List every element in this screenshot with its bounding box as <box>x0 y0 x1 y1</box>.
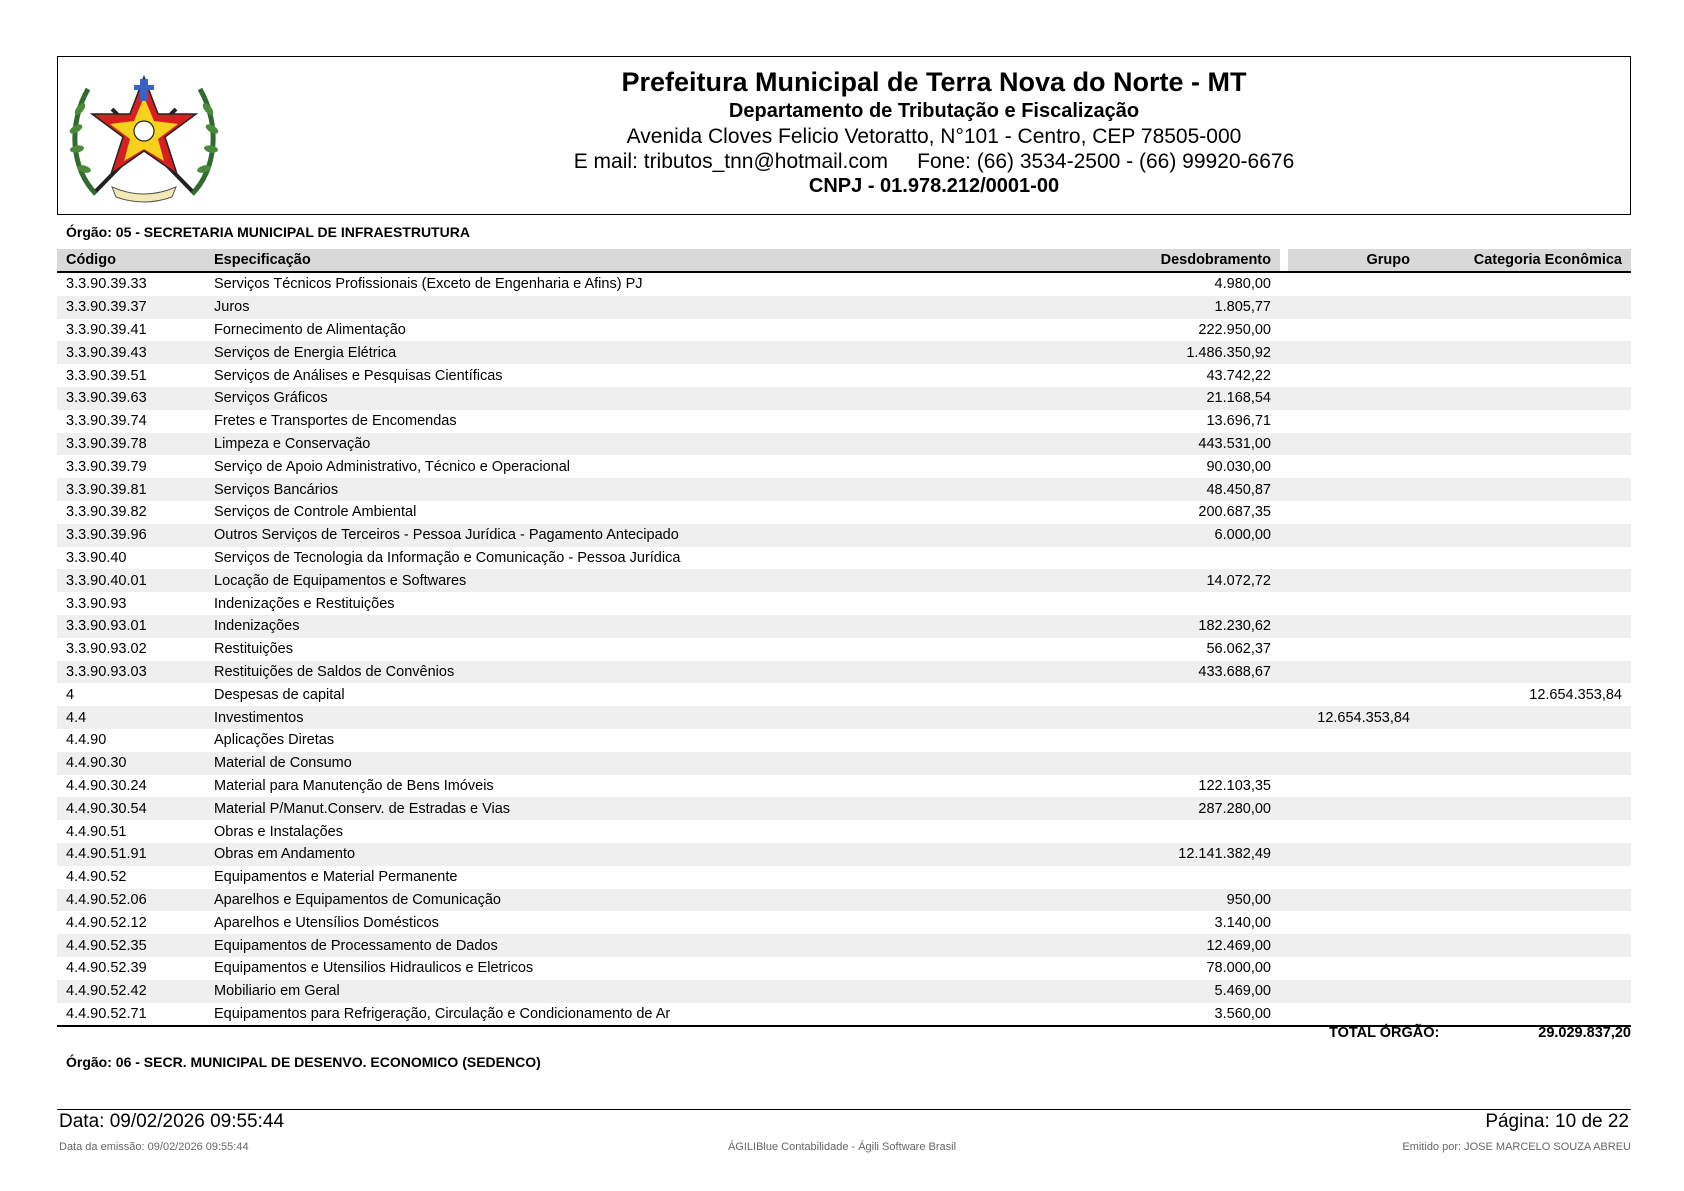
cell-codigo: 3.3.90.93.02 <box>66 641 147 658</box>
table-row <box>57 889 1631 912</box>
table-row <box>57 433 1631 456</box>
cell-codigo: 4.4.90.52 <box>66 869 127 886</box>
cell-spacer <box>1280 889 1288 912</box>
cell-categoria <box>1419 296 1631 319</box>
cell-categoria <box>1419 729 1631 752</box>
cell-desdobramento: 21.168,54 <box>1088 387 1280 410</box>
cell-especificacao: Obras e Instalações <box>214 823 343 840</box>
cell-codigo: 4.4.90.52.71 <box>57 1003 205 1027</box>
cell-spacer <box>1280 911 1288 934</box>
table-row <box>57 478 1631 501</box>
cell-especificacao: Serviços Técnicos Profissionais (Exceto de Engenharia e Afins) PJ <box>214 276 643 293</box>
cell-especificacao: Aparelhos e Equipamentos de Comunicação <box>205 889 1088 912</box>
cell-desdobramento <box>1088 706 1280 729</box>
table-row <box>57 296 1631 319</box>
cell-spacer <box>1280 524 1288 547</box>
cell-grupo <box>1288 272 1419 296</box>
table-row <box>57 341 1631 364</box>
cell-spacer <box>1280 980 1288 1003</box>
cell-especificacao: Equipamentos de Processamento de Dados <box>205 934 1088 957</box>
cell-codigo: 3.3.90.39.82 <box>66 504 147 521</box>
table-row <box>57 797 1631 820</box>
footer-issued-by: Emitido por: JOSE MARCELO SOUZA ABREU <box>1402 1141 1631 1153</box>
column-header-grupo: Grupo <box>1288 249 1419 272</box>
cnpj-line: CNPJ - 01.978.212/0001-00 <box>808 175 1060 197</box>
cell-codigo: 3.3.90.39.43 <box>57 341 205 364</box>
cell-grupo <box>1288 592 1419 615</box>
cell-especificacao: Despesas de capital <box>214 686 345 703</box>
cell-grupo <box>1288 934 1419 957</box>
cell-categoria <box>1419 433 1631 456</box>
cell-desdobramento <box>1088 729 1280 752</box>
cell-codigo: 4.4.90 <box>66 732 107 749</box>
cell-categoria <box>1419 1003 1631 1027</box>
cell-grupo <box>1288 410 1419 433</box>
cell-codigo: 4.4.90.52.06 <box>57 889 205 912</box>
cell-codigo: 4.4.90.52.42 <box>57 980 205 1003</box>
cell-codigo: 3.3.90.39.74 <box>66 413 147 430</box>
cell-spacer <box>1280 729 1288 752</box>
cell-categoria <box>1419 319 1631 342</box>
footer-emission-date: Data da emissão: 09/02/2026 09:55:44 <box>59 1141 249 1153</box>
cell-especificacao: Indenizações <box>205 615 1088 638</box>
cell-grupo <box>1288 319 1419 342</box>
cell-desdobramento: 443.531,00 <box>1088 433 1280 456</box>
cell-especificacao: Equipamentos e Material Permanente <box>214 869 458 886</box>
cell-grupo <box>1288 729 1419 752</box>
cell-codigo: 3.3.90.39.96 <box>57 524 205 547</box>
report-header <box>57 56 1631 215</box>
table-row <box>57 501 1631 524</box>
cell-spacer <box>1280 410 1288 433</box>
cell-especificacao: Aparelhos e Utensílios Domésticos <box>214 914 439 931</box>
cell-codigo: 3.3.90.39.63 <box>57 387 205 410</box>
cell-spacer <box>1280 272 1288 296</box>
cell-desdobramento: 3.140,00 <box>1214 914 1271 931</box>
cell-grupo <box>1288 547 1419 570</box>
footer-page-number: Página: 10 de 22 <box>1485 1111 1629 1132</box>
municipality-title: Prefeitura Municipal de Terra Nova do Norte - MT <box>621 67 1247 97</box>
cell-especificacao: Material P/Manut.Conserv. de Estradas e Vias <box>205 797 1088 820</box>
cell-spacer <box>1280 296 1288 319</box>
cell-categoria <box>1419 661 1631 684</box>
cell-especificacao: Material para Manutenção de Bens Imóveis <box>214 777 494 794</box>
cell-grupo <box>1288 752 1419 775</box>
table-row <box>57 683 1631 706</box>
cell-especificacao: Obras em Andamento <box>205 843 1088 866</box>
cell-codigo: 4.4.90.30 <box>57 752 205 775</box>
cell-categoria <box>1419 547 1631 570</box>
cell-grupo <box>1288 341 1419 364</box>
cell-spacer <box>1280 934 1288 957</box>
table-row <box>57 661 1631 684</box>
table-row <box>57 410 1631 433</box>
table-row <box>57 843 1631 866</box>
cell-codigo: 3.3.90.93.01 <box>57 615 205 638</box>
table-row <box>57 1003 1631 1027</box>
cell-especificacao: Restituições de Saldos de Convênios <box>205 661 1088 684</box>
cell-spacer <box>1280 341 1288 364</box>
cell-grupo <box>1288 866 1419 889</box>
total-orgao-label: TOTAL ÓRGÃO: <box>1329 1025 1440 1041</box>
cell-codigo: 3.3.90.39.51 <box>66 367 147 384</box>
cell-grupo <box>1288 501 1419 524</box>
cell-codigo: 3.3.90.39.79 <box>66 458 147 475</box>
table-header-row <box>57 249 1631 272</box>
table-row <box>57 752 1631 775</box>
header-text-block <box>238 65 1630 199</box>
table-row <box>57 364 1631 387</box>
cell-codigo: 3.3.90.93.03 <box>57 661 205 684</box>
cell-especificacao: Aplicações Diretas <box>214 732 335 749</box>
cell-desdobramento: 1.486.350,92 <box>1088 341 1280 364</box>
cell-codigo: 4.4.90.52.39 <box>66 960 147 977</box>
cell-categoria <box>1419 364 1631 387</box>
cell-especificacao: Equipamentos para Refrigeração, Circulação e Condicionamento de Ar <box>205 1003 1088 1027</box>
cell-desdobramento: 3.560,00 <box>1088 1003 1280 1027</box>
cell-grupo <box>1288 433 1419 456</box>
cell-grupo <box>1288 911 1419 934</box>
column-header-especificacao: Especificação <box>205 249 1088 272</box>
cell-categoria <box>1419 272 1631 296</box>
department-name: Departamento de Tributação e Fiscalização <box>728 100 1140 122</box>
cell-grupo: 12.654.353,84 <box>1288 706 1419 729</box>
cell-grupo <box>1288 569 1419 592</box>
table-row <box>57 820 1631 843</box>
cell-desdobramento <box>1088 752 1280 775</box>
cell-categoria <box>1419 957 1631 980</box>
cell-desdobramento: 43.742,22 <box>1206 367 1271 384</box>
cell-codigo: 4.4.90.30.24 <box>66 777 147 794</box>
cell-especificacao: Juros <box>205 296 1088 319</box>
table-row <box>57 638 1631 661</box>
cell-codigo: 4.4.90.51 <box>66 823 127 840</box>
cell-desdobramento: 6.000,00 <box>1088 524 1280 547</box>
total-orgao-value: 29.029.837,20 <box>1538 1025 1631 1041</box>
cell-desdobramento <box>1088 683 1280 706</box>
table-row <box>57 615 1631 638</box>
cell-desdobramento <box>1088 820 1280 843</box>
orgao-heading: Órgão: 05 - SECRETARIA MUNICIPAL DE INFRAESTRUTURA <box>66 224 470 240</box>
cell-especificacao: Equipamentos e Utensilios Hidraulicos e Eletricos <box>214 960 534 977</box>
cell-categoria <box>1419 706 1631 729</box>
cell-spacer <box>1280 706 1288 729</box>
cell-especificacao: Fretes e Transportes de Encomendas <box>214 413 457 430</box>
cell-desdobramento: 56.062,37 <box>1206 641 1271 658</box>
cell-especificacao: Serviços Bancários <box>205 478 1088 501</box>
table-row <box>57 911 1631 934</box>
cell-codigo: 3.3.90.40.01 <box>57 569 205 592</box>
cell-grupo <box>1288 820 1419 843</box>
table-row <box>57 569 1631 592</box>
table-row <box>57 729 1631 752</box>
table-row <box>57 866 1631 889</box>
footer-software: ÁGILIBlue Contabilidade - Ágili Software Brasil <box>727 1141 957 1153</box>
cell-grupo <box>1288 797 1419 820</box>
cell-categoria <box>1419 478 1631 501</box>
cell-spacer <box>1280 319 1288 342</box>
cell-grupo <box>1288 683 1419 706</box>
cell-desdobramento: 12.141.382,49 <box>1088 843 1280 866</box>
cell-spacer <box>1280 775 1288 798</box>
table-body <box>57 272 1631 1026</box>
cell-grupo <box>1288 980 1419 1003</box>
cell-spacer <box>1280 820 1288 843</box>
cell-spacer <box>1280 501 1288 524</box>
cell-desdobramento: 12.469,00 <box>1088 934 1280 957</box>
cell-spacer <box>1280 433 1288 456</box>
cell-spacer <box>1280 364 1288 387</box>
cell-categoria <box>1419 797 1631 820</box>
cell-grupo <box>1288 889 1419 912</box>
table-row <box>57 524 1631 547</box>
cell-grupo <box>1288 387 1419 410</box>
cell-spacer <box>1280 478 1288 501</box>
cell-codigo: 4 <box>66 686 75 703</box>
cell-spacer <box>1280 661 1288 684</box>
cell-categoria <box>1419 638 1631 661</box>
column-header-desdobramento: Desdobramento <box>1088 249 1280 272</box>
cell-desdobramento: 48.450,87 <box>1088 478 1280 501</box>
cell-especificacao: Material de Consumo <box>205 752 1088 775</box>
cell-desdobramento: 200.687,35 <box>1198 504 1271 521</box>
cell-codigo: 3.3.90.39.81 <box>57 478 205 501</box>
cell-especificacao: Serviços de Tecnologia da Informação e Comunicação - Pessoa Jurídica <box>214 549 681 566</box>
cell-categoria <box>1419 387 1631 410</box>
cell-spacer <box>1280 638 1288 661</box>
table-row <box>57 775 1631 798</box>
cell-spacer <box>1280 866 1288 889</box>
table-row <box>57 319 1631 342</box>
table-row <box>57 957 1631 980</box>
cell-spacer <box>1280 1003 1288 1027</box>
cell-desdobramento: 14.072,72 <box>1088 569 1280 592</box>
cell-especificacao: Indenizações e Restituições <box>214 595 395 612</box>
cell-codigo: 4.4.90.51.91 <box>57 843 205 866</box>
cell-categoria <box>1419 410 1631 433</box>
cell-desdobramento: 950,00 <box>1088 889 1280 912</box>
cell-spacer <box>1280 957 1288 980</box>
cell-desdobramento: 13.696,71 <box>1206 413 1271 430</box>
cell-especificacao: Serviço de Apoio Administrativo, Técnico e Operacional <box>214 458 570 475</box>
cell-grupo <box>1288 661 1419 684</box>
cell-spacer <box>1280 387 1288 410</box>
cell-spacer <box>1280 752 1288 775</box>
cell-codigo: 3.3.90.40 <box>66 549 127 566</box>
table-row <box>57 387 1631 410</box>
cell-categoria <box>1419 911 1631 934</box>
next-orgao-heading: Órgão: 06 - SECR. MUNICIPAL DE DESENVO. ECONOMICO (SEDENCO) <box>66 1054 541 1070</box>
cell-categoria <box>1419 820 1631 843</box>
cell-categoria <box>1419 341 1631 364</box>
cell-especificacao: Investimentos <box>205 706 1088 729</box>
cell-categoria <box>1419 592 1631 615</box>
cell-codigo: 3.3.90.39.41 <box>66 321 147 338</box>
cell-especificacao: Serviços de Energia Elétrica <box>205 341 1088 364</box>
cell-categoria <box>1419 615 1631 638</box>
column-header-codigo: Código <box>57 249 205 272</box>
cell-spacer <box>1280 592 1288 615</box>
cell-categoria <box>1419 775 1631 798</box>
cell-spacer <box>1280 843 1288 866</box>
cell-codigo: 3.3.90.39.33 <box>66 276 147 293</box>
table-row <box>57 455 1631 478</box>
column-header-categoria: Categoria Econômica <box>1419 249 1631 272</box>
cell-spacer <box>1280 455 1288 478</box>
cell-desdobramento: 182.230,62 <box>1088 615 1280 638</box>
cell-codigo: 4.4.90.30.54 <box>57 797 205 820</box>
cell-categoria <box>1419 866 1631 889</box>
cell-categoria <box>1419 889 1631 912</box>
cell-desdobramento: 287.280,00 <box>1088 797 1280 820</box>
municipal-coat-of-arms-emblem <box>66 69 222 205</box>
cell-grupo <box>1288 455 1419 478</box>
cell-grupo <box>1288 615 1419 638</box>
cell-grupo <box>1288 957 1419 980</box>
cell-spacer <box>1280 569 1288 592</box>
cell-especificacao: Serviços de Controle Ambiental <box>214 504 417 521</box>
cell-desdobramento: 90.030,00 <box>1206 458 1271 475</box>
cell-especificacao: Fornecimento de Alimentação <box>214 321 406 338</box>
cell-grupo <box>1288 843 1419 866</box>
cell-categoria <box>1419 524 1631 547</box>
cell-desdobramento <box>1088 866 1280 889</box>
cell-especificacao: Serviços de Análises e Pesquisas Científicas <box>214 367 503 384</box>
cell-grupo <box>1288 1003 1419 1027</box>
footer-divider <box>57 1109 1631 1110</box>
cell-grupo <box>1288 524 1419 547</box>
column-spacer <box>1280 249 1288 272</box>
cell-grupo <box>1288 478 1419 501</box>
cell-codigo: 3.3.90.39.78 <box>57 433 205 456</box>
cell-categoria: 12.654.353,84 <box>1529 686 1622 703</box>
expense-table <box>57 249 1631 1027</box>
table-row <box>57 547 1631 570</box>
cell-desdobramento: 122.103,35 <box>1198 777 1271 794</box>
table-row <box>57 706 1631 729</box>
cell-especificacao: Limpeza e Conservação <box>205 433 1088 456</box>
cell-codigo: 4.4 <box>57 706 205 729</box>
cell-categoria <box>1419 752 1631 775</box>
cell-especificacao: Mobiliario em Geral <box>205 980 1088 1003</box>
cell-desdobramento <box>1088 547 1280 570</box>
cell-desdobramento: 4.980,00 <box>1214 276 1271 293</box>
cell-spacer <box>1280 547 1288 570</box>
cell-especificacao: Outros Serviços de Terceiros - Pessoa Jurídica - Pagamento Antecipado <box>205 524 1088 547</box>
cell-grupo <box>1288 775 1419 798</box>
cell-desdobramento: 78.000,00 <box>1206 960 1271 977</box>
cell-codigo: 3.3.90.93 <box>66 595 127 612</box>
table-row <box>57 934 1631 957</box>
cell-codigo: 4.4.90.52.35 <box>57 934 205 957</box>
cell-desdobramento: 222.950,00 <box>1198 321 1271 338</box>
cell-codigo: 4.4.90.52.12 <box>66 914 147 931</box>
cell-codigo: 3.3.90.39.37 <box>57 296 205 319</box>
cell-spacer <box>1280 797 1288 820</box>
contact-line: E mail: tributos_tnn@hotmail.com Fone: (66) 3534-2500 - (66) 99920-6676 <box>573 150 1295 173</box>
cell-desdobramento: 1.805,77 <box>1088 296 1280 319</box>
cell-spacer <box>1280 683 1288 706</box>
cell-especificacao: Serviços Gráficos <box>205 387 1088 410</box>
cell-grupo <box>1288 638 1419 661</box>
cell-categoria <box>1419 569 1631 592</box>
table-row <box>57 980 1631 1003</box>
cell-desdobramento <box>1088 592 1280 615</box>
cell-categoria <box>1419 980 1631 1003</box>
cell-especificacao: Locação de Equipamentos e Softwares <box>205 569 1088 592</box>
cell-spacer <box>1280 615 1288 638</box>
cell-desdobramento: 433.688,67 <box>1088 661 1280 684</box>
table-row <box>57 272 1631 296</box>
cell-especificacao: Restituições <box>214 641 293 658</box>
table-row <box>57 592 1631 615</box>
cell-categoria <box>1419 455 1631 478</box>
cell-categoria <box>1419 501 1631 524</box>
cell-desdobramento: 5.469,00 <box>1088 980 1280 1003</box>
cell-categoria <box>1419 843 1631 866</box>
cell-categoria <box>1419 934 1631 957</box>
cell-grupo <box>1288 296 1419 319</box>
cell-grupo <box>1288 364 1419 387</box>
address-line: Avenida Cloves Felicio Vetoratto, N°101 - Centro, CEP 78505-000 <box>626 125 1242 148</box>
footer-date: Data: 09/02/2026 09:55:44 <box>59 1111 285 1132</box>
